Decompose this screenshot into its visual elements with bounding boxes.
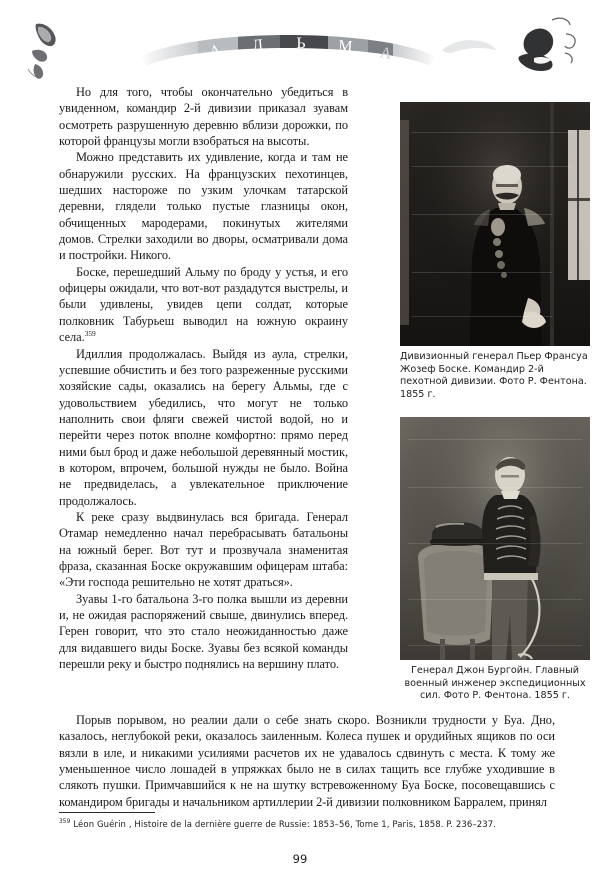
banner-letter: Ь (296, 35, 306, 52)
body-paragraph: Идиллия продолжалась. Выйдя из аула, стрелки, успевшие обчистить и без того разреженные русскими хозяйские сады, оказались на берегу Альмы, где с удовольствием убедились, что могут не только наполнить свои фляги свежей чистой водой, но и перейти через поток вполне комфортно: прямо перед ними был брод и даже небольшой деревянный мостик, в котором, впрочем, большой нужды не было. Война не предвиделась, а увлекательное приключение продолжалось. (59, 346, 348, 508)
footnote-block (59, 812, 555, 831)
flourish-smudge-icon (440, 28, 498, 62)
body-paragraph: К реке сразу выдвинулась вся бригада. Генерал Отамар немедленно начал перебрасывать батальоны на южный берег. Вот тут и прозвучала знаменитая фраза, сказанная Боске окружавшим офицерам штаба: «Эти господа решительно не хотят драться». (59, 509, 348, 590)
body-paragraph: Зуавы 1-го батальона 3-го полка вышли из деревни и, не ожидая распоряжений свыше, двинулись вперед. Герен говорит, что это стало неожиданностью даже для видавшего виды Боске. Зуавы без всякой команды перешли реку и быстро поднялись на вершину плато. (59, 591, 348, 672)
chapter-title-banner-art (138, 20, 438, 68)
footnote-number: 359 (59, 819, 71, 826)
footnote-separator-rule (59, 812, 155, 813)
banner-letter: А (208, 42, 223, 61)
figure-caption: Генерал Джон Бургойн. Главный военный инженер экспедиционных сил. Фото Р. Фентона. 1855 г. (404, 665, 586, 702)
body-paragraph-full-width: Порыв порывом, но реалии дали о себе знать скоро. Возникли трудности у Буа. Дно, казалось, неглубокой реки, оказалось заиленным. Колеса пушек и орудийных ящиков по оси вязли в иле, и никакими усилиями расчетов их не удавалось сдвинуть с места. К тому же уменьшенное число лошадей в упряжках было не в силах тащить все глубже уходившие в слякоть пушки. Примчавшийся к не на шутку встревоженному Буа Боске, посовещавшись с командиром бригады и начальником артиллерии 2-й дивизии полковником Барралем, принял (59, 713, 555, 809)
bosquet-portrait-photo (400, 102, 590, 346)
banner-letter: Л (251, 36, 264, 55)
banner-letter: М (337, 37, 354, 56)
footnote-text: Léon Guérin , Histoire de la dernière guerre de Russie: 1853–56, Tome 1, Paris, 1858. P. 236–237. (73, 820, 497, 830)
body-paragraph: Но для того, чтобы окончательно убедиться в увиденном, командир 2-й дивизии приказал зуавам осмотреть разрушенную деревню вблизи дорожки, по которой французы могли взобраться на высоты. (59, 85, 348, 149)
figure-caption: Дивизионный генерал Пьер Франсуа Жозеф Боске. Командир 2-й пехотной дивизии. Фото Р. Фентона. 1855 г. (400, 351, 588, 400)
figure-burgoyne (400, 417, 590, 703)
full-width-text-block (59, 712, 555, 810)
figure-bosquet (400, 102, 590, 401)
flourish-ornament-right-icon (508, 12, 578, 82)
page-header-ornament-band (0, 0, 600, 78)
footnote-reference-marker[interactable]: 359 (84, 329, 96, 339)
burgoyne-portrait-photo (400, 417, 590, 660)
body-paragraph: Можно представить их удивление, когда и там не обнаружили русских. На французских пехотинцев, шедших настороже по узким улочкам татарской деревни, глядели только пустые глазницы окон, обчищенных мародерами, покинутых жителями домов. Стрелки заходили во дворы, осматривали дома и постройки. Никого. (59, 150, 348, 263)
chapter-title-banner (138, 20, 438, 68)
body-paragraph-with-footnote (59, 264, 348, 346)
flourish-ornament-left-icon (22, 20, 78, 82)
body-paragraph-text: Боске, перешедший Альму по броду у устья, и его офицеры ожидали, что вот-вот раздадутся выстрелы, и были удивлены, увидев цепи солдат, которые полковник Табурьеш выводил на южную окраину села. (59, 264, 348, 345)
footnote-entry (59, 820, 555, 831)
main-text-column (59, 84, 348, 672)
page-number: 99 (292, 852, 308, 866)
banner-letter: А (378, 44, 394, 64)
